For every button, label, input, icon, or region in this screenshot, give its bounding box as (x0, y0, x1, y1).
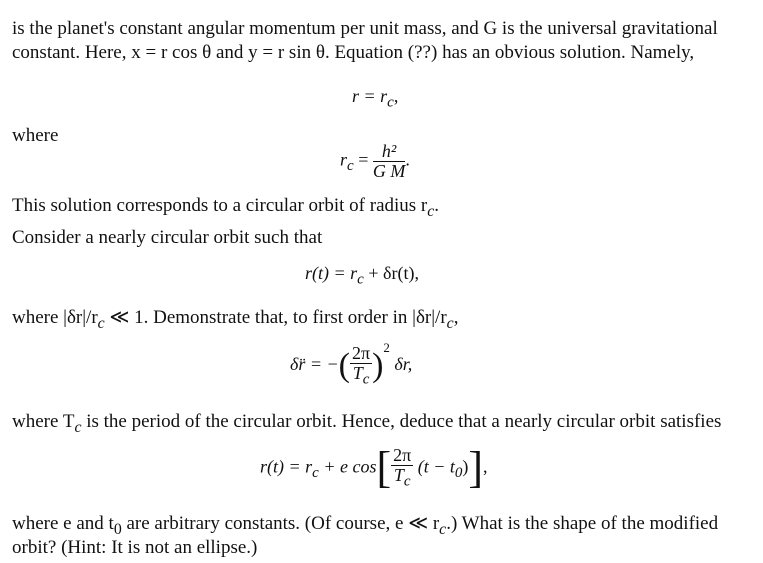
fraction (350, 344, 372, 388)
eq-den: G M (372, 160, 406, 181)
eq-text: ) (462, 456, 469, 477)
text-sub: c (439, 520, 447, 538)
text-span: ≪ 1. Demonstrate that, to first order in |δr|/r (104, 307, 447, 328)
text-span: where T (12, 411, 75, 432)
eq-sub: c (403, 473, 411, 490)
paragraph-line (12, 42, 694, 64)
equation-rc (352, 86, 398, 112)
text-sub: c (74, 418, 82, 436)
eq-num: 2π (352, 342, 371, 363)
text-sub: c (446, 314, 454, 332)
text-span: constant. Here, x = r cos θ and y = r sin θ. Equation (??) has an obvious solution. Namely, (12, 42, 695, 63)
eq-den: T (352, 362, 363, 383)
paragraph-line (12, 227, 322, 249)
paragraph-line (12, 537, 257, 559)
eq-text: + δr(t), (363, 263, 419, 283)
eq-text: + e cos (318, 456, 377, 477)
eq-sub: c (362, 371, 370, 388)
text-span: are arbitrary constants. (Of course, e ≪ r (121, 513, 440, 534)
eq-text: r(t) = r (260, 456, 313, 477)
eq-den: T (393, 464, 404, 485)
paragraph-line (12, 307, 458, 335)
text-span: Consider a nearly circular orbit such that (12, 227, 323, 248)
equation-second-derivative: δr̈ = −( $\frac{2\pi}{T_c}$ )$^2$ δr, (290, 340, 413, 388)
eq-text: r(t) = r (305, 263, 358, 283)
eq-sub: c (347, 158, 354, 175)
text-sub: c (97, 314, 105, 332)
eq-text: r = r (352, 86, 388, 106)
eq-text: . (405, 149, 410, 170)
eq-text: δr̈ = − (290, 354, 339, 374)
eq-text: δr, (389, 354, 413, 374)
equation-rc-def (340, 142, 410, 181)
eq-text: , (393, 86, 399, 106)
text-span: . (434, 195, 440, 216)
paragraph-line (12, 18, 718, 40)
equation-perturbed (305, 263, 419, 289)
paragraph-line (12, 125, 58, 147)
text-span: where |δr|/r (12, 307, 98, 328)
eq-text: = (353, 149, 373, 170)
text-span: where (12, 125, 59, 146)
eq-power: 2 (383, 340, 390, 355)
fraction (373, 142, 406, 181)
text-span: This solution corresponds to a circular orbit of radius r (12, 195, 428, 216)
text-span: where e and t (12, 513, 114, 534)
eq-sub: c (387, 94, 394, 111)
text-span: , (453, 307, 459, 328)
eq-text: r (340, 149, 348, 170)
text-sub: c (427, 202, 435, 220)
text-span: .) What is the shape of the modified (446, 513, 719, 534)
eq-text: (t − t (413, 456, 455, 477)
text-span: is the planet's constant angular momentum per unit mass, and G is the universal gravitational (12, 18, 718, 39)
eq-sub: c (357, 271, 364, 288)
fraction (391, 446, 413, 490)
eq-sub: 0 (454, 464, 463, 481)
equation-solution: $r(t) = r_c + e$ cos[ $\frac{2\pi}{T_c}$ $(t - t_0)$], (260, 443, 488, 493)
text-sub: 0 (113, 520, 122, 538)
eq-sub: c (312, 464, 319, 481)
text-span: orbit? (Hint: It is not an ellipse.) (12, 537, 258, 558)
text-span: is the period of the circular orbit. Hence, deduce that a nearly circular orbit satisfies (81, 411, 722, 432)
paragraph-line (12, 195, 439, 223)
eq-num: h² (381, 141, 397, 161)
paragraph-line (12, 411, 721, 439)
eq-num: 2π (393, 445, 412, 465)
eq-text: , (483, 456, 488, 477)
